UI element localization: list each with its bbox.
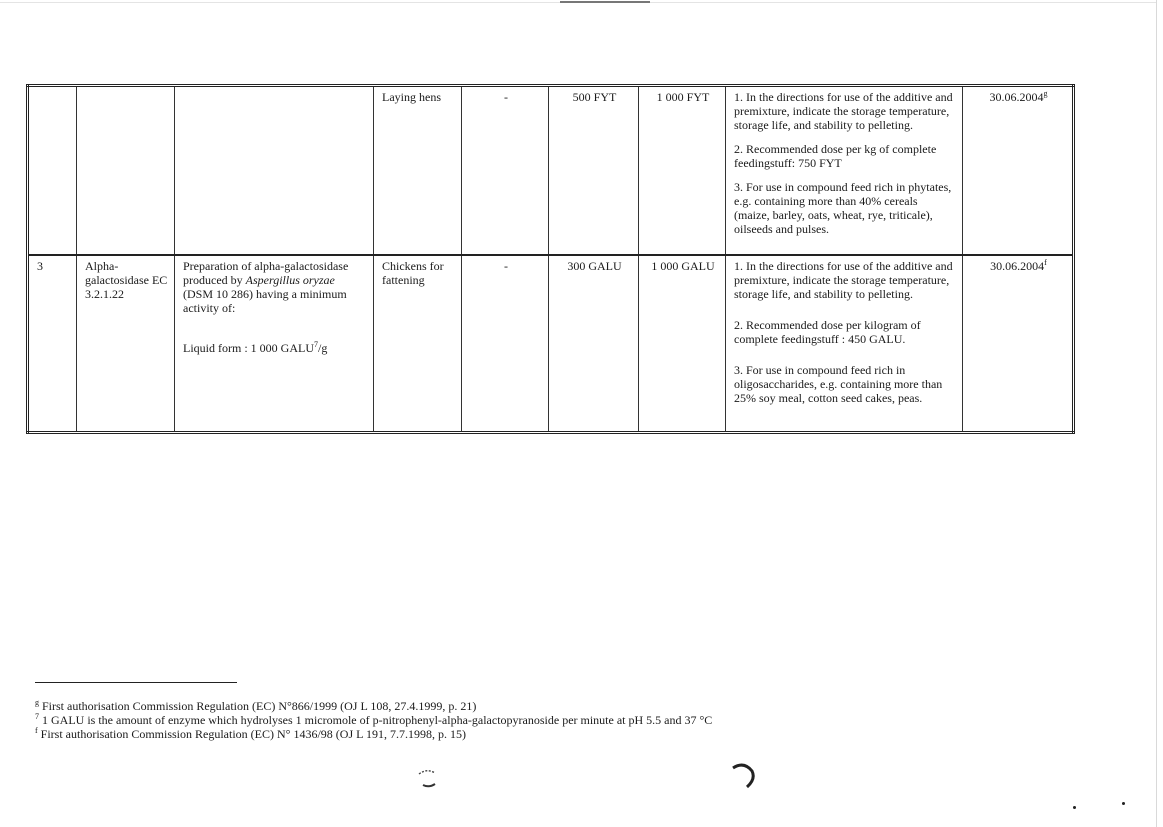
footnotes: [35, 699, 712, 741]
species-cell: Laying hens: [374, 86, 462, 256]
footnote-mark: g: [35, 698, 39, 707]
row-number-cell: 3: [28, 255, 77, 433]
max-age-cell: -: [462, 86, 549, 256]
species-cell: Chickens for fattening: [374, 255, 462, 433]
remarks-cell: [726, 86, 963, 256]
footnote: [35, 699, 712, 713]
remark-item: 2. Recommended dose per kg of complete feedingstuff: 750 FYT: [734, 142, 937, 170]
liquid-form-text: Liquid form : 1 000 GALU$^7$/g: [183, 340, 328, 355]
scan-speck: [1073, 806, 1076, 809]
period-date: 30.06.2004: [990, 259, 1045, 273]
punch-hole-mark: [730, 763, 758, 791]
footnote-text: First authorisation Commission Regulation (EC) N° 1436/98 (OJ L 191, 7.7.1998, p. 15): [37, 727, 467, 741]
authorisation-period-cell: [963, 255, 1074, 433]
punch-hole-mark: [415, 768, 441, 790]
remark-item: 3. For use in compound feed rich in phytates, e.g. containing more than 40% cereals (maize, barley, oats, wheat, rye, triticale), oilseeds and pulses.: [734, 180, 952, 236]
footnote-ref: g: [1043, 89, 1048, 98]
min-content-cell: 500 FYT: [549, 86, 639, 256]
organism-name: Aspergillus oryzae: [245, 273, 335, 287]
additive-cell: Alpha-galactosidase EC 3.2.1.22: [77, 255, 175, 433]
footnote: [35, 727, 712, 741]
remark-item: 3. For use in compound feed rich in oligosaccharides, e.g. containing more than 25% soy meal, cotton seed cakes, peas.: [734, 363, 943, 405]
footnote: [35, 713, 712, 727]
remark-item: 1. In the directions for use of the additive and premixture, indicate the storage temperature, storage life, and stability to pelleting.: [734, 90, 953, 132]
footnote-mark: f: [35, 726, 38, 735]
footnote-ref: 7: [314, 340, 318, 349]
footnote-ref: f: [1044, 258, 1047, 267]
scan-speck: [1122, 802, 1125, 805]
row-number-cell: [28, 86, 77, 256]
additive-cell: [77, 86, 175, 256]
max-content-cell: 1 000 GALU: [639, 255, 726, 433]
remarks-cell: [726, 255, 963, 433]
description-text: Preparation of alpha-galactosidase produced by Aspergillus oryzae (DSM 10 286) having a minimum activity of:: [183, 259, 349, 315]
remark-item: 1. In the directions for use of the additive and premixture, indicate the storage temperature, storage life, and stability to pelleting.: [734, 259, 953, 301]
table-row: [28, 86, 1074, 256]
description-cell: [175, 255, 374, 433]
footnote-text: First authorisation Commission Regulation (EC) N°866/1999 (OJ L 108, 27.4.1999, p. 21): [39, 699, 477, 713]
description-cell: [175, 86, 374, 256]
footnote-mark: 7: [35, 712, 39, 721]
authorisation-period-cell: [963, 86, 1074, 256]
period-date: 30.06.2004: [989, 90, 1044, 104]
max-content-cell: 1 000 FYT: [639, 86, 726, 256]
min-content-cell: 300 GALU: [549, 255, 639, 433]
scan-edge-right: [1156, 0, 1157, 827]
remark-item: 2. Recommended dose per kilogram of complete feedingstuff : 450 GALU.: [734, 318, 921, 346]
table-row: [28, 255, 1074, 433]
footnote-rule: [35, 682, 237, 683]
scan-edge-mark: [560, 1, 650, 3]
footnote-text: 1 GALU is the amount of enzyme which hydrolyses 1 micromole of p-nitrophenyl-alpha-galactopyranoside per minute at pH 5.5 and 37 °C: [39, 713, 713, 727]
additive-table: [26, 84, 1075, 434]
max-age-cell: -: [462, 255, 549, 433]
